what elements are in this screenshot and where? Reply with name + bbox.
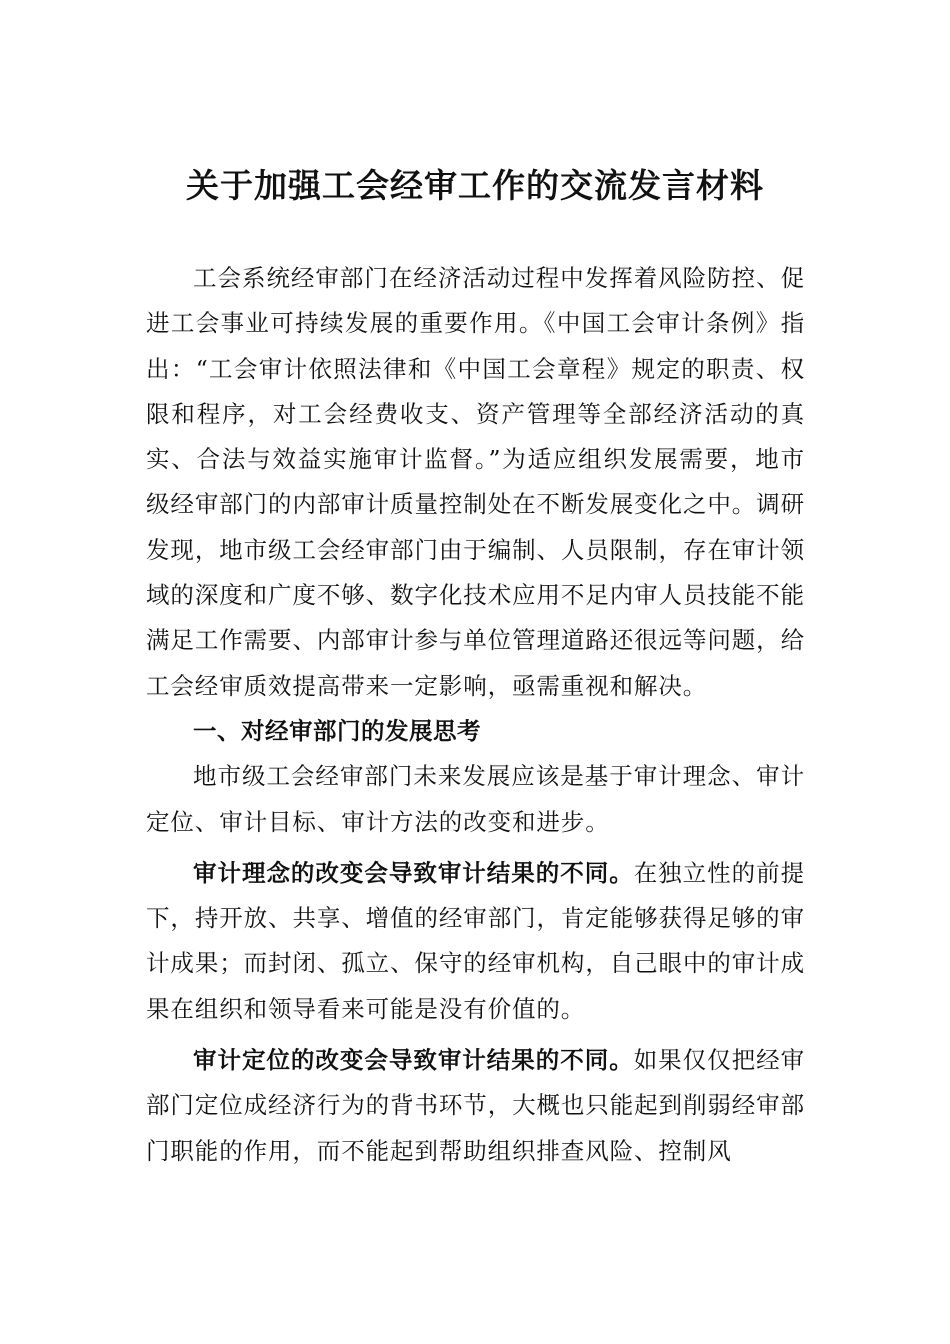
paragraph-text: 如果仅仅把经审部门定位成经济行为的背书环节，大概也只能起到削弱经审部门职能的作用，而不能起到帮助组织排查风险、控制风	[146, 1046, 805, 1165]
paragraph-lead-sentence: 审计理念的改变会导致审计结果的不同。	[193, 858, 634, 887]
section-paragraph	[146, 851, 805, 1032]
paragraph-text: 在独立性的前提下，持开放、共享、增值的经审部门，肯定能够获得足够的审计成果；而封闭、孤立、保守的经审机构，自己眼中的审计成果在组织和领导看来可能是没有价值的。	[146, 858, 805, 1023]
paragraph-lead-sentence: 审计定位的改变会导致审计结果的不同。	[193, 1046, 634, 1075]
intro-paragraph: 工会系统经审部门在经济活动过程中发挥着风险防控、促进工会事业可持续发展的重要作用。《中国工会审计条例》指出：“工会审计依照法律和《中国工会章程》规定的职责、权限和程序，对工会经费收支、资产管理等全部经济活动的真实、合法与效益实施审计监督。”为适应组织发展需要，地市级经审部门的内部审计质量控制处在不断发展变化之中。调研发现，地市级工会经审部门由于编制、人员限制，存在审计领域的深度和广度不够、数字化技术应用不足内审人员技能不能满足工作需要、内部审计参与单位管理道路还很远等问题，给工会经审质效提高带来一定影响，亟需重视和解决。	[146, 264, 805, 700]
section-paragraph: 地市级工会经审部门未来发展应该是基于审计理念、审计定位、审计目标、审计方法的改变和进步。	[146, 762, 805, 836]
section-heading: 一、对经审部门的发展思考	[193, 716, 481, 745]
document-body	[146, 256, 805, 1174]
section-paragraph	[146, 1038, 805, 1174]
document-title: 关于加强工会经审工作的交流发言材料	[186, 166, 764, 205]
